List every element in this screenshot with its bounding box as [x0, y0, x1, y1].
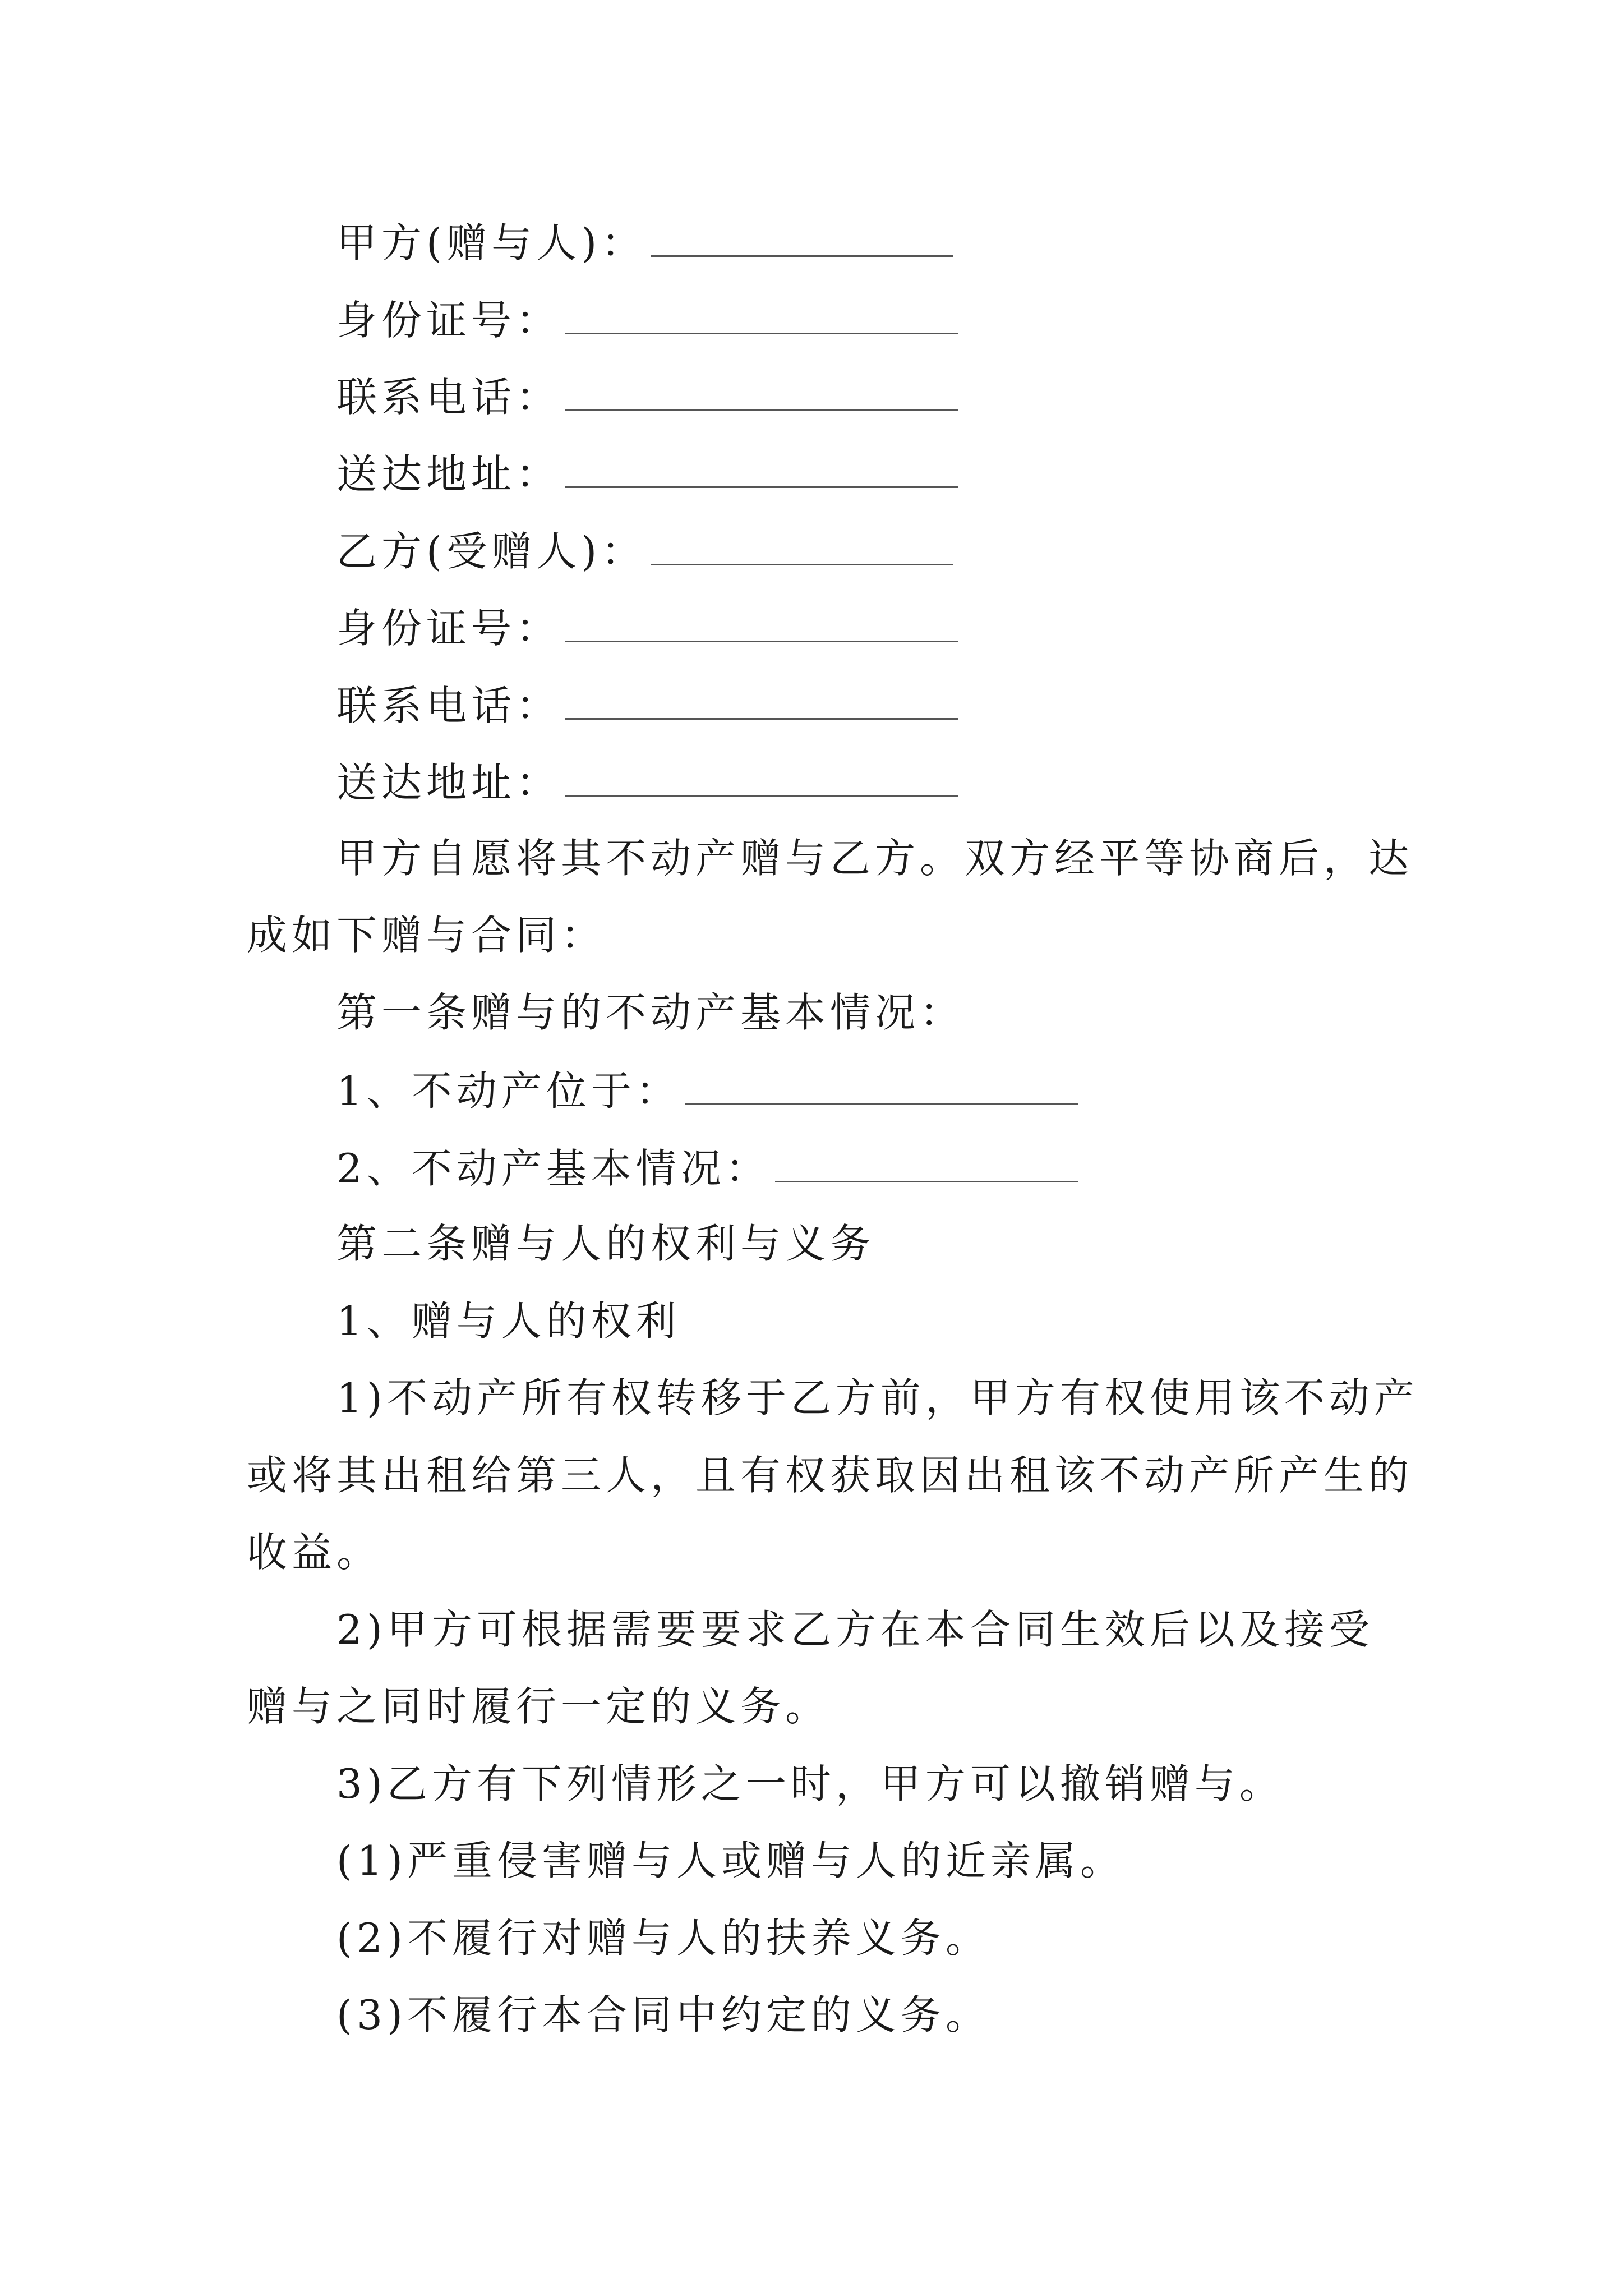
party-a-name-blank[interactable] — [651, 216, 953, 257]
article-1-title: 第一条赠与的不动产基本情况： — [336, 989, 965, 1036]
article-1-item-2-row — [336, 1142, 1078, 1192]
party-a-name-label: 甲方(赠与人)： — [336, 219, 647, 266]
party-a-phone-row — [336, 370, 958, 421]
party-b-name-blank[interactable] — [651, 524, 953, 565]
article-2-title: 第二条赠与人的权利与义务 — [336, 1220, 875, 1267]
party-b-phone-label: 联系电话： — [336, 682, 561, 729]
party-b-phone-blank[interactable] — [565, 679, 958, 720]
party-b-id-row — [336, 601, 958, 652]
party-b-address-blank[interactable] — [565, 756, 958, 797]
article-2-sub-1: 1、赠与人的权利 — [336, 1297, 681, 1345]
party-b-name-label: 乙方(受赠人)： — [336, 528, 647, 575]
article-1-item-2-label: 2、不动产基本情况： — [336, 1145, 771, 1192]
intro-line-2: 成如下赠与合同： — [247, 912, 606, 959]
party-a-name-row — [336, 216, 953, 266]
paragraph-1-line-1: 1)不动产所有权转移于乙方前，甲方有权使用该不动产 — [336, 1374, 1419, 1421]
clause-3: (3)不履行本合同中约定的义务。 — [336, 1991, 990, 2039]
clause-1: (1)严重侵害赠与人或赠与人的近亲属。 — [336, 1837, 1125, 1884]
property-info-blank[interactable] — [775, 1142, 1078, 1182]
party-b-phone-row — [336, 679, 958, 729]
party-a-address-row — [336, 447, 958, 498]
party-b-id-label: 身份证号： — [336, 605, 561, 652]
party-a-id-blank[interactable] — [565, 293, 958, 334]
party-a-id-row — [336, 293, 958, 344]
article-1-item-1-label: 1、不动产位于： — [336, 1068, 681, 1115]
party-a-id-label: 身份证号： — [336, 297, 561, 344]
party-a-address-label: 送达地址： — [336, 450, 561, 498]
party-b-name-row — [336, 524, 953, 575]
property-location-blank[interactable] — [685, 1064, 1078, 1105]
party-b-address-row — [336, 756, 958, 806]
article-1-item-1-row — [336, 1064, 1078, 1115]
party-a-phone-label: 联系电话： — [336, 374, 561, 421]
paragraph-1-line-2: 或将其出租给第三人，且有权获取因出租该不动产所产生的 — [247, 1452, 1414, 1499]
party-a-address-blank[interactable] — [565, 447, 958, 488]
party-a-phone-blank[interactable] — [565, 370, 958, 411]
paragraph-2-line-2: 赠与之同时履行一定的义务。 — [247, 1683, 831, 1730]
clause-2: (2)不履行对赠与人的扶养义务。 — [336, 1915, 990, 1962]
paragraph-2-line-1: 2)甲方可根据需要要求乙方在本合同生效后以及接受 — [336, 1606, 1374, 1653]
party-b-id-blank[interactable] — [565, 601, 958, 642]
intro-line-1: 甲方自愿将其不动产赠与乙方。双方经平等协商后，达 — [336, 835, 1414, 882]
paragraph-3: 3)乙方有下列情形之一时，甲方可以撤销赠与。 — [336, 1760, 1284, 1807]
party-b-address-label: 送达地址： — [336, 759, 561, 806]
paragraph-1-line-3: 收益。 — [247, 1529, 382, 1576]
